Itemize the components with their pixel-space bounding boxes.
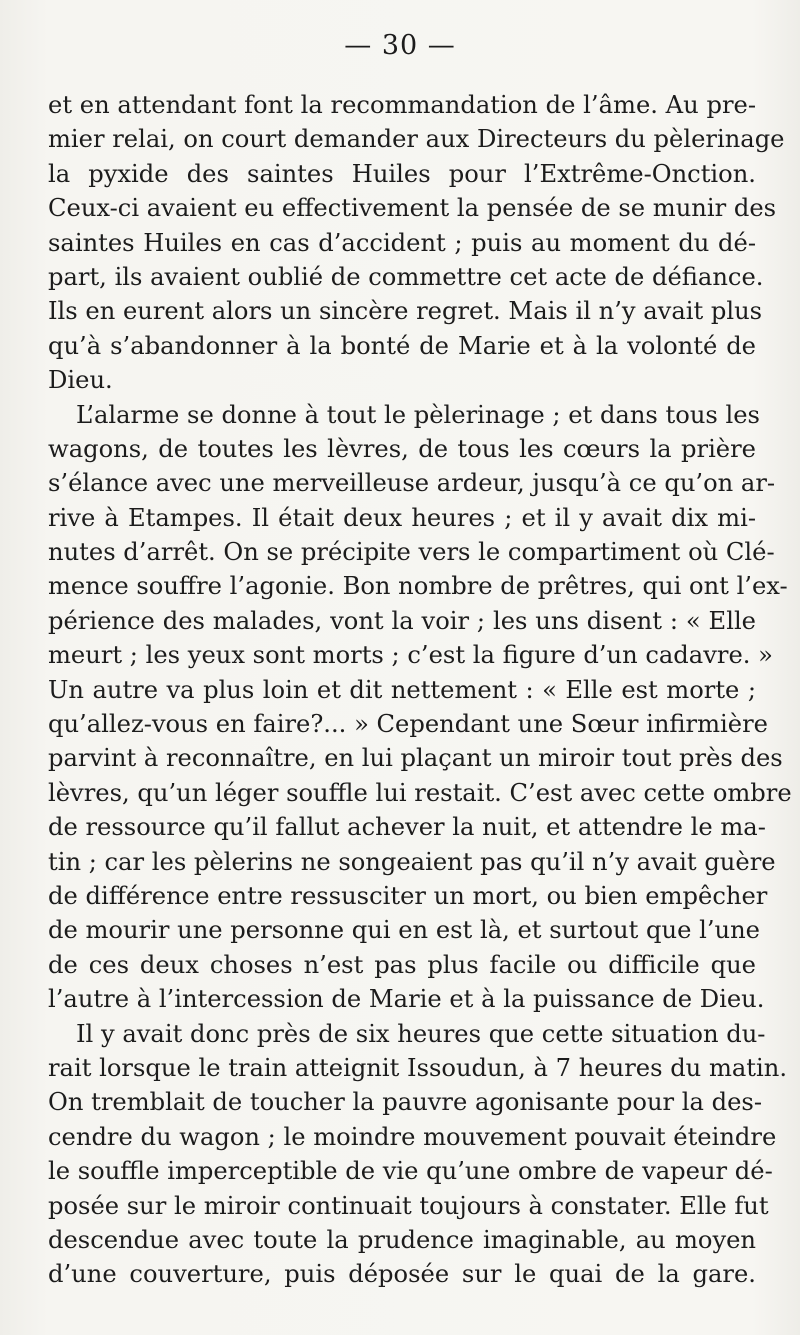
- text-line: périence des malades, vont la voir ; les uns disent : « Elle: [48, 606, 756, 635]
- text-line: qu’allez-vous en faire?... » Cependant une Sœur infirmière: [48, 710, 768, 739]
- text-line: la pyxide des saintes Huiles pour l’Extrême-Onction.: [48, 159, 756, 188]
- text-line: saintes Huiles en cas d’accident ; puis au moment du dé-: [48, 228, 756, 257]
- text-line: lèvres, qu’un léger souffle lui restait. C’est avec cette ombre: [48, 778, 792, 807]
- text-line: L’alarme se donne à tout le pèlerinage ; et dans tous les: [76, 400, 760, 429]
- text-line: de ressource qu’il fallut achever la nuit, et attendre le ma-: [48, 813, 766, 842]
- text-line: mier relai, on court demander aux Directeurs du pèlerinage: [48, 125, 785, 154]
- paragraph-1: [48, 88, 785, 398]
- text-line: On tremblait de toucher la pauvre agonisante pour la des-: [48, 1088, 763, 1117]
- text-line: l’autre à l’intercession de Marie et à la puissance de Dieu.: [48, 985, 765, 1014]
- text-line: s’élance avec une merveilleuse ardeur, jusqu’à ce qu’on ar-: [48, 469, 776, 498]
- text-line: wagons, de toutes les lèvres, de tous les cœurs la prière: [48, 434, 756, 463]
- text-line: meurt ; les yeux sont morts ; c’est la figure d’un cadavre. »: [48, 641, 773, 670]
- text-line: le souffle imperceptible de vie qu’une ombre de vapeur dé-: [48, 1157, 773, 1186]
- text-line: parvint à reconnaître, en lui plaçant un miroir tout près des: [48, 744, 783, 773]
- text-line: de mourir une personne qui en est là, et surtout que l’une: [48, 916, 760, 945]
- paragraph-3: [48, 1017, 788, 1292]
- text-line: rait lorsque le train atteignit Issoudun, à 7 heures du matin.: [48, 1053, 788, 1082]
- body-text: [48, 88, 792, 1292]
- text-line: et en attendant font la recommandation de l’âme. Au pre-: [48, 91, 756, 119]
- text-line: Il y avait donc près de six heures que cette situation du-: [76, 1019, 766, 1048]
- paragraph-2: [48, 398, 792, 1017]
- text-line: descendue avec toute la prudence imaginable, au moyen: [48, 1225, 756, 1254]
- text-line: part, ils avaient oublié de commettre cet acte de défiance.: [48, 262, 764, 291]
- text-line: Ceux-ci avaient eu effectivement la pensée de se munir des: [48, 194, 777, 223]
- text-line: mence souffre l’agonie. Bon nombre de prêtres, qui ont l’ex-: [48, 572, 788, 601]
- text-line: posée sur le miroir continuait toujours à constater. Elle fut: [48, 1191, 769, 1220]
- text-line: cendre du wagon ; le moindre mouvement pouvait éteindre: [48, 1122, 777, 1151]
- text-line: nutes d’arrêt. On se précipite vers le compartiment où Clé-: [48, 538, 775, 567]
- text-line: de ces deux choses n’est pas plus facile ou difficile que: [48, 950, 756, 979]
- text-line: tin ; car les pèlerins ne songeaient pas qu’il n’y avait guère: [48, 847, 776, 876]
- text-line: rive à Etampes. Il était deux heures ; et il y avait dix mi-: [48, 503, 756, 532]
- text-line: qu’à s’abandonner à la bonté de Marie et à la volonté de: [48, 331, 756, 360]
- page-number: — 30 —: [344, 30, 456, 61]
- text-line: Un autre va plus loin et dit nettement : « Elle est morte ;: [48, 675, 756, 704]
- text-line: Dieu.: [48, 366, 113, 395]
- text-line: de différence entre ressusciter un mort, ou bien empêcher: [48, 881, 768, 910]
- text-line: d’une couverture, puis déposée sur le quai de la gare.: [48, 1260, 756, 1289]
- text-line: Ils en eurent alors un sincère regret. Mais il n’y avait plus: [48, 297, 763, 326]
